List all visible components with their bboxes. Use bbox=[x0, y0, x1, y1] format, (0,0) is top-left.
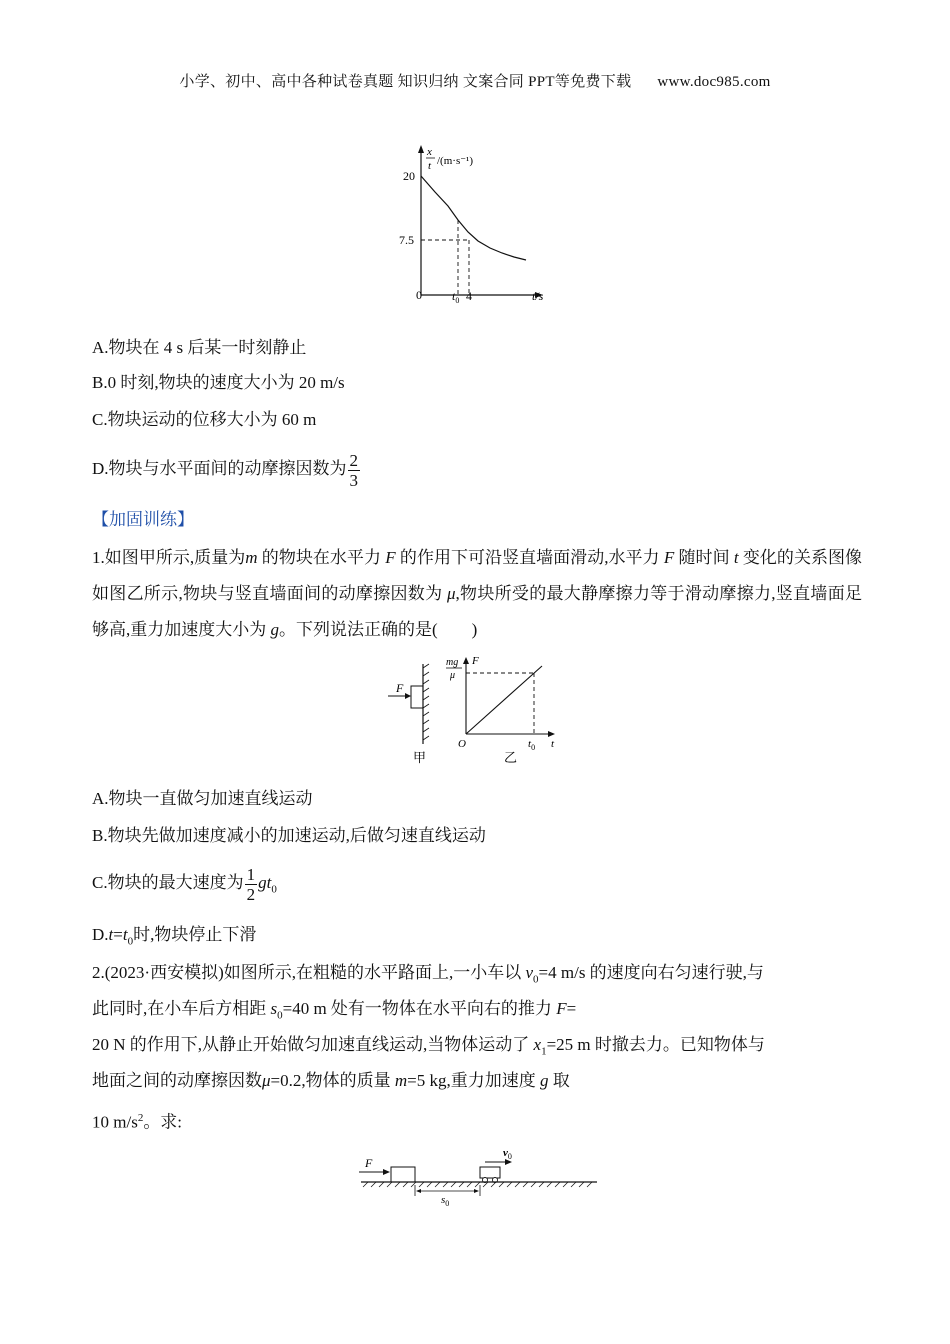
mg-label: mg bbox=[446, 657, 459, 668]
q2-line-3: 20 N 的作用下,从静止开始做匀加速直线运动,当物体运动了 $x_1=25$ m 时撤去力。已知物体与 bbox=[92, 1035, 765, 1058]
t-axis-label: t bbox=[551, 738, 555, 750]
header-text: 小学、初中、高中各种试卷真题 知识归纳 文案合同 PPT等免费下载 bbox=[179, 74, 632, 90]
t0-label-b: $t_0$ bbox=[528, 738, 536, 752]
x-label: t/s bbox=[532, 289, 544, 303]
option-c: C.物块运动的位移大小为 60 m bbox=[92, 410, 317, 429]
y-axis-arrow bbox=[418, 145, 424, 153]
v0-label: $v_0$ bbox=[503, 1147, 512, 1161]
y-unit: /(m·s⁻¹) bbox=[437, 155, 473, 167]
y-label-den: t bbox=[428, 160, 432, 172]
wall-hatch bbox=[423, 664, 429, 740]
f-line bbox=[466, 666, 542, 734]
mu-label: μ bbox=[450, 670, 456, 681]
push-force-label: F bbox=[365, 1156, 373, 1170]
page-header bbox=[0, 70, 950, 91]
label-jia: 甲 bbox=[413, 750, 427, 765]
force-label: F bbox=[396, 681, 404, 695]
label-yi: 乙 bbox=[504, 750, 518, 765]
option-a: A.物块在 4 s 后某一时刻静止 bbox=[92, 338, 307, 357]
object-block bbox=[391, 1167, 415, 1182]
option-d: D.物块与水平面间的动摩擦因数为 $\frac{2}{3}$ bbox=[92, 450, 359, 490]
option-b: B.0 时刻,物块的速度大小为 20 m/s bbox=[92, 373, 345, 392]
q1-option-b: B.物块先做加速度减小的加速运动,后做匀速直线运动 bbox=[92, 826, 486, 845]
y-label-num: x bbox=[427, 146, 432, 158]
tick-4: 4 bbox=[466, 289, 472, 303]
origin-label: 0 bbox=[416, 288, 422, 302]
cart bbox=[480, 1167, 500, 1178]
q1-option-d: $D.t=t_0$时,物块停止下滑 bbox=[92, 925, 257, 948]
q2-line-4: 地面之间的动摩擦因数μ=0.2,物体的质量 m=5 kg,重力加速度 g 取 bbox=[92, 1071, 570, 1090]
block bbox=[411, 686, 423, 708]
tick-20: 20 bbox=[403, 169, 415, 183]
xt-graph bbox=[380, 140, 580, 310]
origin-o: O bbox=[458, 738, 466, 750]
curve bbox=[421, 176, 526, 260]
q2-line-5: 10 $m/s^2$。求: bbox=[92, 1112, 183, 1132]
q1-option-c: C.物块的最大速度为 $\frac{1}{2}$ $gt_0$ bbox=[92, 864, 277, 904]
road-hatch bbox=[363, 1182, 592, 1187]
tick-7-5: 7.5 bbox=[399, 233, 414, 247]
wall-and-force-graph bbox=[380, 652, 580, 770]
t0-label: $t_0$ bbox=[452, 289, 460, 305]
header-site: www.doc985.com bbox=[657, 74, 771, 90]
question-1: 1.如图甲所示,质量为m 的物块在水平力 F 的作用下可沿竖直墙面滑动,水平力 F 随时间 t 变化的关系图像如图乙所示,物块与竖直墙面间的动摩擦因数为 μ,物块所受的最大静摩擦力等于滑动摩擦力,竖直墙面足够高,重力加速度大小为 g。下列说法正确的是( ) bbox=[92, 548, 863, 639]
q1-option-a: A.物块一直做匀加速直线运动 bbox=[92, 789, 313, 808]
road-diagram bbox=[355, 1140, 605, 1210]
q2-line-2: 此同时,在小车后方相距 $s_0=40$ m 处有一物体在水平向右的推力 F= bbox=[92, 999, 577, 1022]
f-axis-label: F bbox=[472, 655, 479, 667]
s0-label: $s_0$ bbox=[441, 1194, 450, 1208]
section-title: 【加固训练】 bbox=[92, 510, 194, 529]
q2-line-1: 2.(2023·西安模拟)如图所示,在粗糙的水平路面上,一小车以 $v_0=4$ m/s 的速度向右匀速行驶,与 bbox=[92, 963, 764, 986]
